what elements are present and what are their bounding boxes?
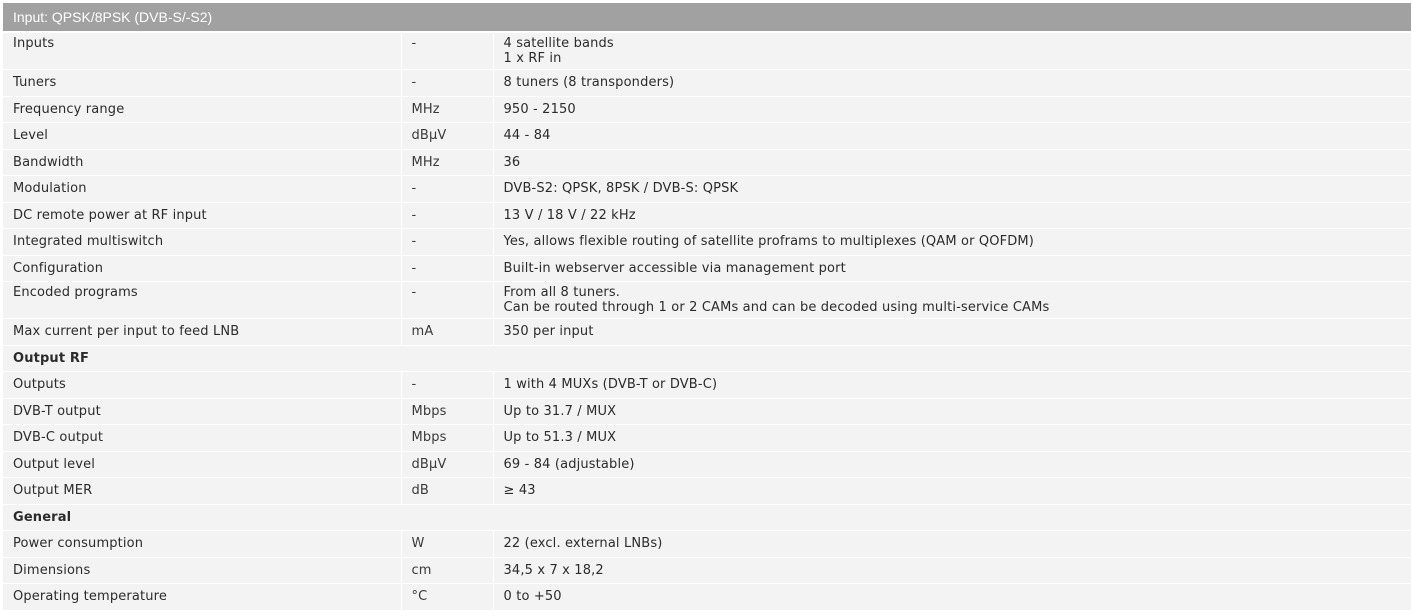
value-line: 4 satellite bands <box>503 36 614 51</box>
value-line: Up to 31.7 / MUX <box>503 403 617 419</box>
table-row <box>3 255 1411 282</box>
value-cell <box>493 398 1411 425</box>
param-cell: Inputs <box>3 32 401 70</box>
value-line: 0 to +50 <box>503 589 562 605</box>
unit-cell: dBµV <box>401 123 493 150</box>
table-row <box>3 372 1411 399</box>
unit-cell: - <box>401 255 493 282</box>
param-cell: Integrated multiswitch <box>3 229 401 256</box>
value-cell <box>493 531 1411 558</box>
value-line: Up to 51.3 / MUX <box>503 430 617 446</box>
table-header-row <box>3 3 1411 32</box>
value-cell <box>493 70 1411 97</box>
param-cell: Output level <box>3 451 401 478</box>
table-row <box>3 70 1411 97</box>
param-cell: Operating temperature <box>3 584 401 611</box>
value-cell <box>493 557 1411 584</box>
unit-cell: mA <box>401 319 493 346</box>
unit-cell: °C <box>401 584 493 611</box>
value-line: DVB-S2: QPSK, 8PSK / DVB-S: QPSK <box>503 181 739 197</box>
spec-table <box>3 3 1412 611</box>
value-cell <box>493 96 1411 123</box>
spec-table-body <box>3 32 1411 610</box>
value-cell <box>493 176 1411 203</box>
param-cell: DC remote power at RF input <box>3 202 401 229</box>
unit-cell: - <box>401 372 493 399</box>
param-cell: Encoded programs <box>3 282 401 319</box>
value-line: 950 - 2150 <box>503 101 576 117</box>
table-header-title: Input: QPSK/8PSK (DVB-S/-S2) <box>3 3 1411 32</box>
unit-cell: MHz <box>401 96 493 123</box>
value-line: Yes, allows flexible routing of satellite proframs to multiplexes (QAM or QOFDM) <box>503 234 1035 250</box>
param-cell: Power consumption <box>3 531 401 558</box>
param-cell: Max current per input to feed LNB <box>3 319 401 346</box>
section-title: Output RF <box>3 345 1411 372</box>
value-cell <box>493 319 1411 346</box>
value-cell <box>493 32 1411 70</box>
param-cell: Tuners <box>3 70 401 97</box>
table-row <box>3 478 1411 505</box>
table-row <box>3 202 1411 229</box>
unit-cell: - <box>401 176 493 203</box>
value-line: 1 with 4 MUXs (DVB-T or DVB-C) <box>503 377 718 393</box>
unit-cell: dB <box>401 478 493 505</box>
param-cell: Modulation <box>3 176 401 203</box>
value-cell <box>493 229 1411 256</box>
table-row <box>3 282 1411 319</box>
value-line: 13 V / 18 V / 22 kHz <box>503 207 636 223</box>
param-cell: Configuration <box>3 255 401 282</box>
param-cell: Level <box>3 123 401 150</box>
value-line: 8 tuners (8 transponders) <box>503 75 675 91</box>
section-title: General <box>3 504 1411 531</box>
table-row <box>3 96 1411 123</box>
value-line: 1 x RF in <box>503 51 562 66</box>
table-row <box>3 584 1411 611</box>
table-row <box>3 176 1411 203</box>
unit-cell: cm <box>401 557 493 584</box>
table-row <box>3 229 1411 256</box>
table-row <box>3 451 1411 478</box>
value-cell <box>493 451 1411 478</box>
param-cell: Output MER <box>3 478 401 505</box>
value-cell <box>493 149 1411 176</box>
value-line: 350 per input <box>503 324 594 340</box>
value-line: 69 - 84 (adjustable) <box>503 456 635 472</box>
table-row <box>3 123 1411 150</box>
section-row <box>3 504 1411 531</box>
section-row <box>3 345 1411 372</box>
param-cell: Dimensions <box>3 557 401 584</box>
unit-cell: - <box>401 229 493 256</box>
table-row <box>3 319 1411 346</box>
param-cell: Frequency range <box>3 96 401 123</box>
value-cell <box>493 372 1411 399</box>
value-cell <box>493 255 1411 282</box>
unit-cell: Mbps <box>401 425 493 452</box>
unit-cell: - <box>401 32 493 70</box>
param-cell: Outputs <box>3 372 401 399</box>
value-line: 22 (excl. external LNBs) <box>503 536 663 552</box>
value-cell <box>493 478 1411 505</box>
table-row <box>3 398 1411 425</box>
value-line: 36 <box>503 154 521 170</box>
value-cell <box>493 282 1411 319</box>
value-line: Built-in webserver accessible via management port <box>503 260 846 276</box>
unit-cell: - <box>401 202 493 229</box>
value-cell <box>493 425 1411 452</box>
unit-cell: Mbps <box>401 398 493 425</box>
unit-cell: - <box>401 282 493 319</box>
value-line: 34,5 x 7 x 18,2 <box>503 562 604 578</box>
table-row <box>3 149 1411 176</box>
value-line: 44 - 84 <box>503 128 551 144</box>
table-row <box>3 32 1411 70</box>
value-line: ≥ 43 <box>503 483 536 499</box>
unit-cell: dBµV <box>401 451 493 478</box>
unit-cell: MHz <box>401 149 493 176</box>
unit-cell: W <box>401 531 493 558</box>
value-cell <box>493 202 1411 229</box>
param-cell: DVB-C output <box>3 425 401 452</box>
table-row <box>3 557 1411 584</box>
param-cell: DVB-T output <box>3 398 401 425</box>
param-cell: Bandwidth <box>3 149 401 176</box>
value-cell <box>493 584 1411 611</box>
value-line: From all 8 tuners. <box>503 285 621 300</box>
unit-cell: - <box>401 70 493 97</box>
value-line: Can be routed through 1 or 2 CAMs and can be decoded using multi-service CAMs <box>503 300 1050 315</box>
table-row <box>3 425 1411 452</box>
table-row <box>3 531 1411 558</box>
value-cell <box>493 123 1411 150</box>
